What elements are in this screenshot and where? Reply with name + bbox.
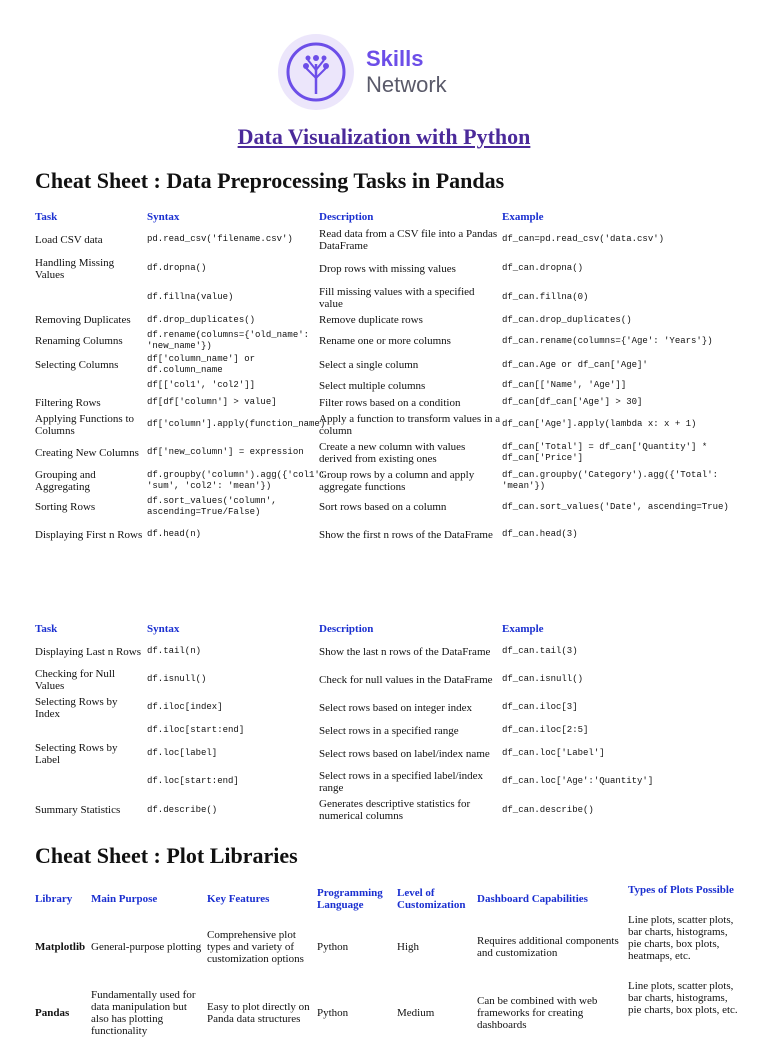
cell-description: Select multiple columns <box>319 379 426 392</box>
table-row <box>35 226 735 253</box>
section-title-preprocessing: Cheat Sheet : Data Preprocessing Tasks in Pandas <box>35 168 505 193</box>
cell-syntax: df.iloc[start:end] <box>147 725 245 735</box>
cell-description: Select a single column <box>319 359 419 371</box>
cell-example: df_can.rename(columns={'Age': 'Years'}) <box>502 335 713 346</box>
cell-library: Pandas <box>35 1007 70 1019</box>
cell-syntax: df.drop_duplicates() <box>147 314 256 325</box>
table-row <box>35 694 735 721</box>
cell-syntax: df['new_column'] = expression <box>147 447 304 457</box>
cell-task: Applying Functions to Columns <box>35 412 135 437</box>
header-dashboard: Dashboard Capabilities <box>477 893 588 905</box>
table-row <box>35 438 735 467</box>
cell-task: Displaying First n Rows <box>35 528 143 541</box>
table-row <box>35 980 738 1046</box>
cell-purpose: General-purpose plotting <box>91 941 202 953</box>
table-header-row <box>35 884 735 914</box>
header-description: Description <box>319 623 374 635</box>
cell-example: df_can['Age'].apply(lambda x: x + 1) <box>502 419 697 429</box>
cell-plots: Line plots, scatter plots, bar charts, histograms, pie charts, box plots, heatmaps, etc. <box>628 914 734 962</box>
cell-task <box>35 284 143 311</box>
cell-description: Select rows in a specified label/index range <box>319 769 484 794</box>
cell-syntax: df[['col1', 'col2']] <box>147 380 256 390</box>
table-row <box>35 520 735 549</box>
header-syntax: Syntax <box>147 211 180 223</box>
cell-syntax: df.tail(n) <box>147 646 202 656</box>
cell-example: df_can.tail(3) <box>502 646 578 656</box>
cell-example: df_can.head(3) <box>502 529 578 539</box>
cell-purpose: Fundamentally used for data manipulation but also has plotting functionality <box>91 989 196 1037</box>
cell-example: df_can['Total'] = df_can['Quantity'] * df_can['Price'] <box>502 441 708 463</box>
cell-syntax: df.sort_values('column', ascending=True/False) <box>147 496 277 517</box>
header-purpose: Main Purpose <box>91 893 158 905</box>
cell-description: Group rows by a column and apply aggregate functions <box>319 468 475 493</box>
table-row <box>35 253 735 284</box>
cell-syntax: pd.read_csv('filename.csv') <box>147 234 293 244</box>
cell-features: Comprehensive plot types and variety of customization options <box>207 929 304 965</box>
cell-description: Generates descriptive statistics for numerical columns <box>319 798 471 822</box>
header-plots: Types of Plots Possible <box>628 884 734 896</box>
cell-description: Remove duplicate rows <box>319 314 423 326</box>
cell-description: Select rows in a specified range <box>319 724 459 737</box>
cell-description: Show the last n rows of the DataFrame <box>319 645 491 658</box>
cell-example: df_can.loc['Label'] <box>502 748 605 758</box>
header-description: Description <box>319 211 374 223</box>
cell-language: Python <box>317 941 349 953</box>
header-example: Example <box>502 211 544 223</box>
header-features: Key Features <box>207 893 270 905</box>
cell-example: df_can[df_can['Age'] > 30] <box>502 397 643 407</box>
cell-task <box>35 377 143 394</box>
cell-syntax: df.groupby('column').agg({'col1': 'sum', 'col2': 'mean'}) <box>147 469 326 491</box>
cell-syntax: df.iloc[index] <box>147 702 223 712</box>
cell-features: Easy to plot directly on Panda data structures <box>207 1001 310 1025</box>
cell-description: Filter rows based on a condition <box>319 396 461 409</box>
cell-example: df_can.sort_values('Date', ascending=True) <box>502 501 729 512</box>
cell-description: Create a new column with values derived from existing ones <box>319 440 466 465</box>
cell-customization: Medium <box>397 1007 435 1019</box>
header-library: Library <box>35 893 73 905</box>
cell-syntax: df['column'].apply(function_name) <box>147 419 326 429</box>
tree-icon <box>278 34 354 110</box>
cell-task: Load CSV data <box>35 233 103 246</box>
cell-description: Sort rows based on a column <box>319 501 447 513</box>
table-row <box>35 665 735 694</box>
logo-text-skills: Skills <box>366 46 424 71</box>
cell-description: Select rows based on label/index name <box>319 747 490 760</box>
skills-network-logo <box>278 34 488 112</box>
cell-example: df_can[['Name', 'Age']] <box>502 380 627 390</box>
table-header-row <box>35 620 735 638</box>
header-example: Example <box>502 623 544 635</box>
cell-customization: High <box>397 941 419 953</box>
cell-task <box>35 767 143 796</box>
cell-syntax: df.loc[label] <box>147 748 218 758</box>
table-row <box>35 796 735 824</box>
table-row <box>35 394 735 411</box>
table-row <box>35 311 735 329</box>
cell-description: Check for null values in the DataFrame <box>319 673 493 686</box>
table-row <box>35 329 735 353</box>
cell-syntax: df.rename(columns={'old_name': 'new_name'}) <box>147 330 310 351</box>
table-row <box>35 494 735 520</box>
cell-task: Handling Missing Values <box>35 256 115 281</box>
table-row <box>35 914 735 980</box>
cell-description: Rename one or more columns <box>319 335 451 347</box>
header-customization: Level of Customization <box>397 887 466 911</box>
cell-description: Show the first n rows of the DataFrame <box>319 528 493 541</box>
cell-task: Grouping and Aggregating <box>35 468 96 493</box>
cell-description: Apply a function to transform values in a column <box>319 412 501 437</box>
cell-syntax: df.loc[start:end] <box>147 776 239 786</box>
cell-example: df_can.iloc[2:5] <box>502 725 589 735</box>
cell-syntax: df.isnull() <box>147 674 207 684</box>
cell-syntax: df.head(n) <box>147 529 202 539</box>
cell-task: Selecting Rows by Index <box>35 695 118 720</box>
cell-example: df_can.describe() <box>502 804 594 815</box>
cell-task: Summary Statistics <box>35 804 121 816</box>
cell-task: Creating New Columns <box>35 446 139 459</box>
cell-task: Filtering Rows <box>35 396 101 409</box>
cell-task: Selecting Rows by Label <box>35 741 118 766</box>
cell-syntax: df.fillna(value) <box>147 292 234 302</box>
table-row <box>35 284 735 311</box>
cell-example: df_can.fillna(0) <box>502 292 589 302</box>
cell-syntax: df['column_name'] or df.column_name <box>147 354 256 375</box>
cell-syntax: df.dropna() <box>147 263 207 273</box>
cell-dashboard: Can be combined with web frameworks for creating dashboards <box>477 995 598 1031</box>
table-row <box>35 638 735 665</box>
cell-example: df_can.loc['Age':'Quantity'] <box>502 776 654 786</box>
cell-example: df_can.drop_duplicates() <box>502 314 632 325</box>
table-row <box>35 377 735 394</box>
cell-task: Removing Duplicates <box>35 314 131 326</box>
cell-task: Checking for Null Values <box>35 667 116 692</box>
cell-example: df_can.dropna() <box>502 263 584 273</box>
cell-task: Displaying Last n Rows <box>35 645 142 658</box>
cell-example: df_can.groupby('Category').agg({'Total': 'mean'}) <box>502 469 719 491</box>
cell-syntax: df.describe() <box>147 804 218 815</box>
cell-dashboard: Requires additional components and customization <box>477 935 619 959</box>
cell-description: Drop rows with missing values <box>319 262 456 275</box>
cell-syntax: df[df['column'] > value] <box>147 397 277 407</box>
table-row <box>35 767 735 796</box>
table-row <box>35 411 735 438</box>
table-row <box>35 467 735 494</box>
section-title-plot-libraries: Cheat Sheet : Plot Libraries <box>35 843 298 868</box>
cell-example: df_can.Age or df_can['Age]' <box>502 359 648 370</box>
table-header-row <box>35 208 735 226</box>
header-syntax: Syntax <box>147 623 180 635</box>
header-task: Task <box>35 211 58 223</box>
cell-task: Sorting Rows <box>35 501 96 513</box>
cell-description: Fill missing values with a specified value <box>319 285 475 310</box>
cell-description: Read data from a CSV file into a Pandas DataFrame <box>319 227 498 252</box>
cell-library: Matplotlib <box>35 941 86 953</box>
table-row <box>35 353 735 377</box>
cell-task <box>35 721 143 740</box>
header-language: Programming Language <box>317 887 383 911</box>
header-task: Task <box>35 623 58 635</box>
table-row <box>35 721 735 740</box>
cell-description: Select rows based on integer index <box>319 701 473 714</box>
cell-plots: Line plots, scatter plots, bar charts, histograms, pie charts, box plots, etc. <box>628 980 738 1016</box>
main-title-link[interactable]: Data Visualization with Python <box>237 124 531 149</box>
cell-example: df_can.iloc[3] <box>502 702 578 712</box>
cell-example: df_can.isnull() <box>502 674 584 684</box>
table-row <box>35 740 735 767</box>
cell-task: Renaming Columns <box>35 335 123 347</box>
cell-example: df_can=pd.read_csv('data.csv') <box>502 234 665 244</box>
cell-task: Selecting Columns <box>35 359 119 371</box>
cell-language: Python <box>317 1007 349 1019</box>
logo-text-network: Network <box>366 72 447 97</box>
